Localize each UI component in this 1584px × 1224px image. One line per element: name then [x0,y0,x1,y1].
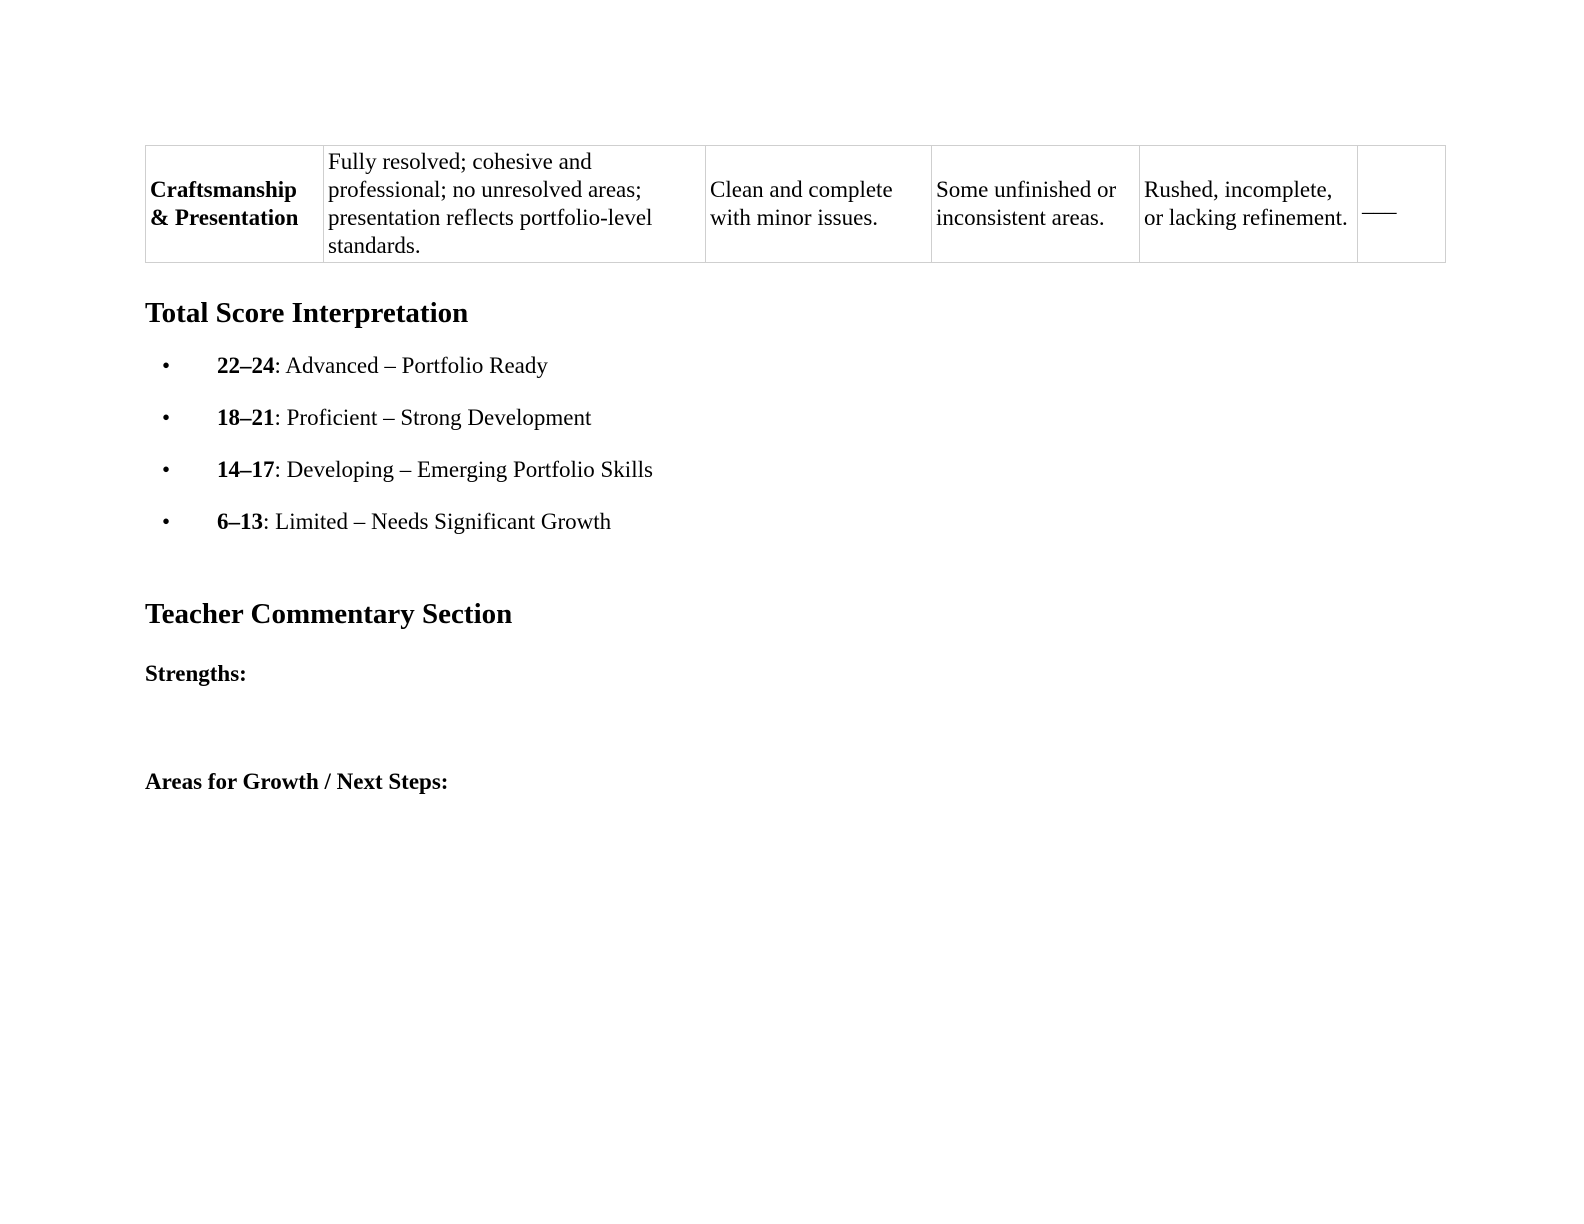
score-description: : Developing – Emerging Portfolio Skills [274,457,653,482]
score-range: 22–24 [217,353,275,378]
strengths-label: Strengths: [145,661,247,686]
level-limited-cell: Rushed, incomplete, or lacking refinement. [1140,146,1358,263]
score-range: 14–17 [217,457,275,482]
bullet-icon: • [162,353,171,378]
score-range: 6–13 [217,509,263,534]
total-score-heading: Total Score Interpretation [145,297,469,329]
level-advanced-cell: Fully resolved; cohesive and professional; no unresolved areas; presentation reflects portfolio-level standards. [324,146,706,263]
score-description: : Limited – Needs Significant Growth [263,509,612,534]
growth-label: Areas for Growth / Next Steps: [145,769,449,794]
rubric-table [145,145,1446,263]
rubric-row-craftsmanship [146,146,1446,263]
bullet-icon: • [162,457,171,482]
level-developing-cell: Some unfinished or inconsistent areas. [932,146,1140,263]
level-proficient-cell: Clean and complete with minor issues. [706,146,932,263]
bullet-icon: • [162,509,171,534]
score-description: : Advanced – Portfolio Ready [274,353,548,378]
bullet-icon: • [162,405,171,430]
score-range: 18–21 [217,405,275,430]
criterion-cell: Craftsmanship & Presentation [146,146,324,263]
score-blank-cell: ___ [1358,146,1446,263]
teacher-commentary-heading: Teacher Commentary Section [145,598,513,630]
score-description: : Proficient – Strong Development [274,405,592,430]
